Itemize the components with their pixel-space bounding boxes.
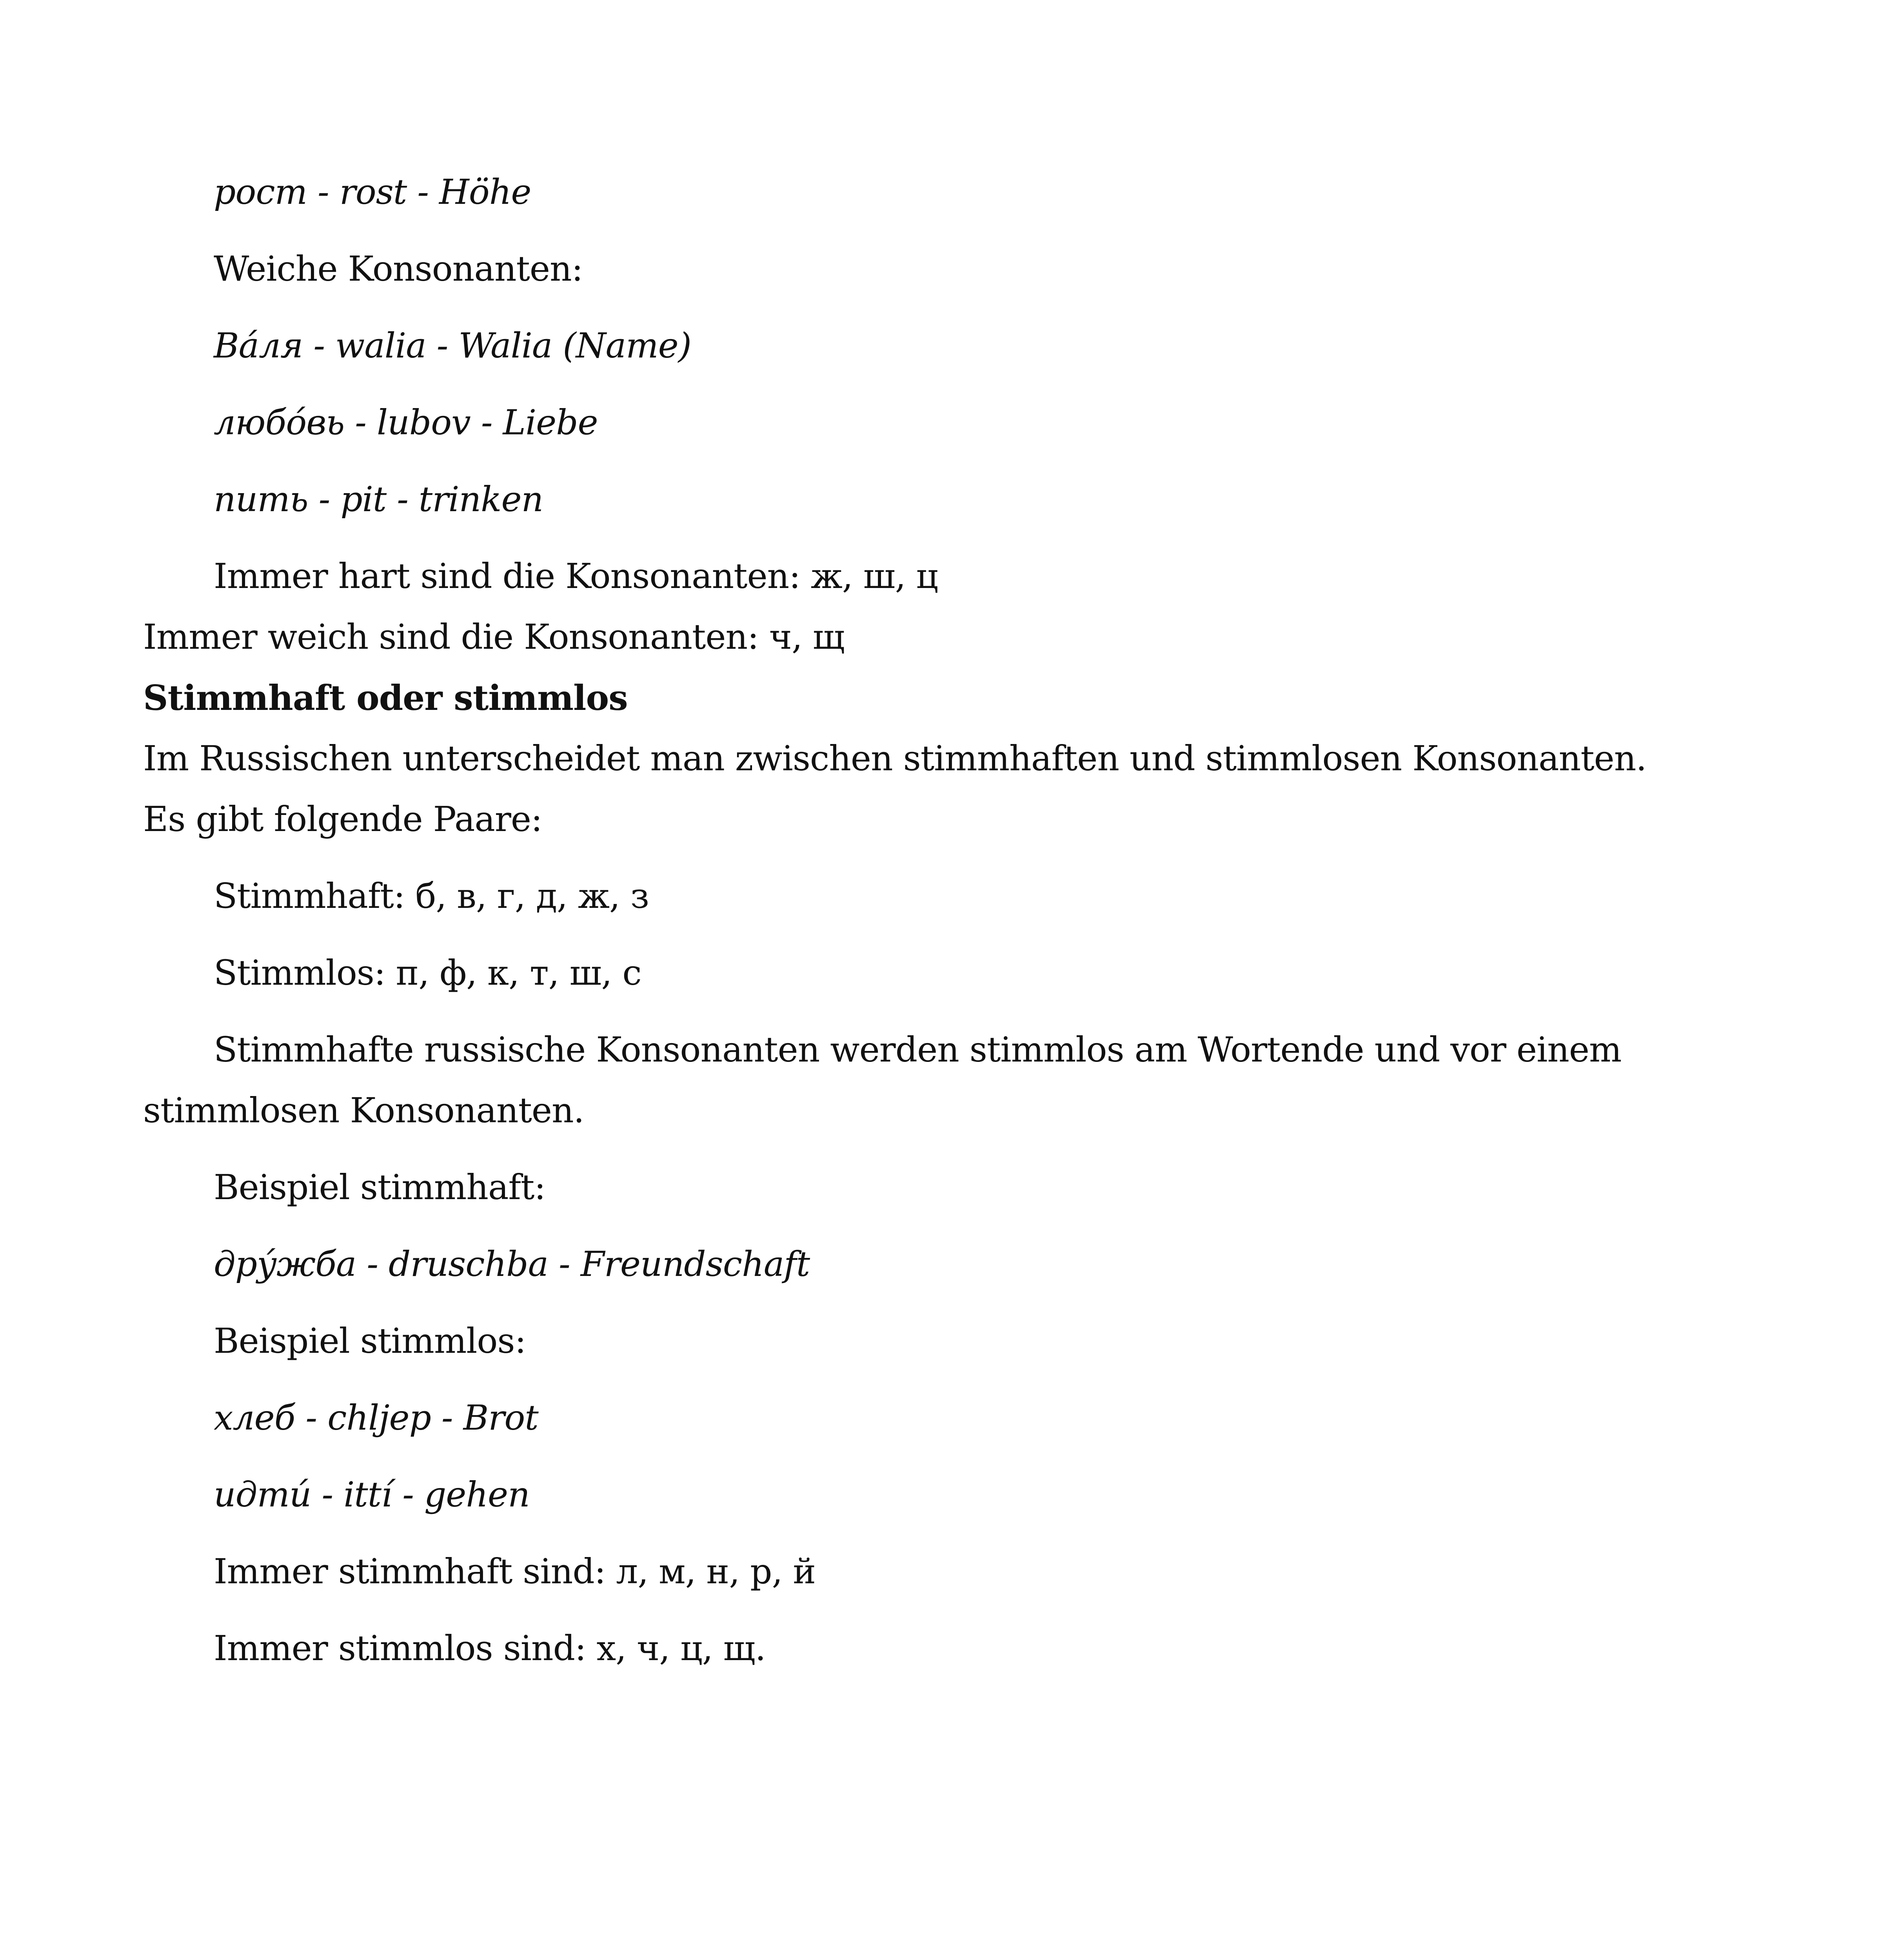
- text-line: Im Russischen unterscheidet man zwischen stimmhaften und stimmlosen Konsonanten.: [143, 738, 1647, 779]
- text-line: Weiche Konsonanten:: [214, 249, 583, 289]
- example-line: рост - rost - Höhe: [214, 172, 531, 212]
- example-line: Ва́ля - walia - Walia (Name): [214, 325, 691, 366]
- text-line: Stimmhaft: б, в, г, д, ж, з: [214, 876, 649, 916]
- text-line: Beispiel stimmlos:: [214, 1321, 526, 1361]
- text-line: Stimmlos: п, ф, к, т, ш, с: [214, 953, 641, 993]
- text-line: Immer weich sind die Konsonanten: ч, щ: [143, 617, 845, 657]
- text-line: Stimmhafte russische Konsonanten werden stimmlos am Wortende und vor einem: [214, 1029, 1622, 1070]
- example-line: любо́вь - lubov - Liebe: [214, 402, 598, 443]
- section-heading: Stimmhaft oder stimmlos: [143, 677, 628, 718]
- example-line: идти́ - ittí - gehen: [214, 1474, 530, 1515]
- text-line: Beispiel stimmhaft:: [214, 1167, 546, 1207]
- example-line: хлеб - chljep - Brot: [214, 1397, 538, 1438]
- text-line: Immer hart sind die Konsonanten: ж, ш, ц: [214, 556, 938, 596]
- text-line: Immer stimmhaft sind: л, м, н, р, й: [214, 1551, 816, 1592]
- text-line: Es gibt folgende Paare:: [143, 799, 542, 839]
- example-line: пить - pit - trinken: [214, 479, 543, 519]
- text-line: Immer stimmlos sind: х, ч, ц, щ.: [214, 1628, 766, 1668]
- example-line: дру́жба - druschba - Freundschaft: [214, 1244, 810, 1284]
- text-line: stimmlosen Konsonanten.: [143, 1090, 584, 1131]
